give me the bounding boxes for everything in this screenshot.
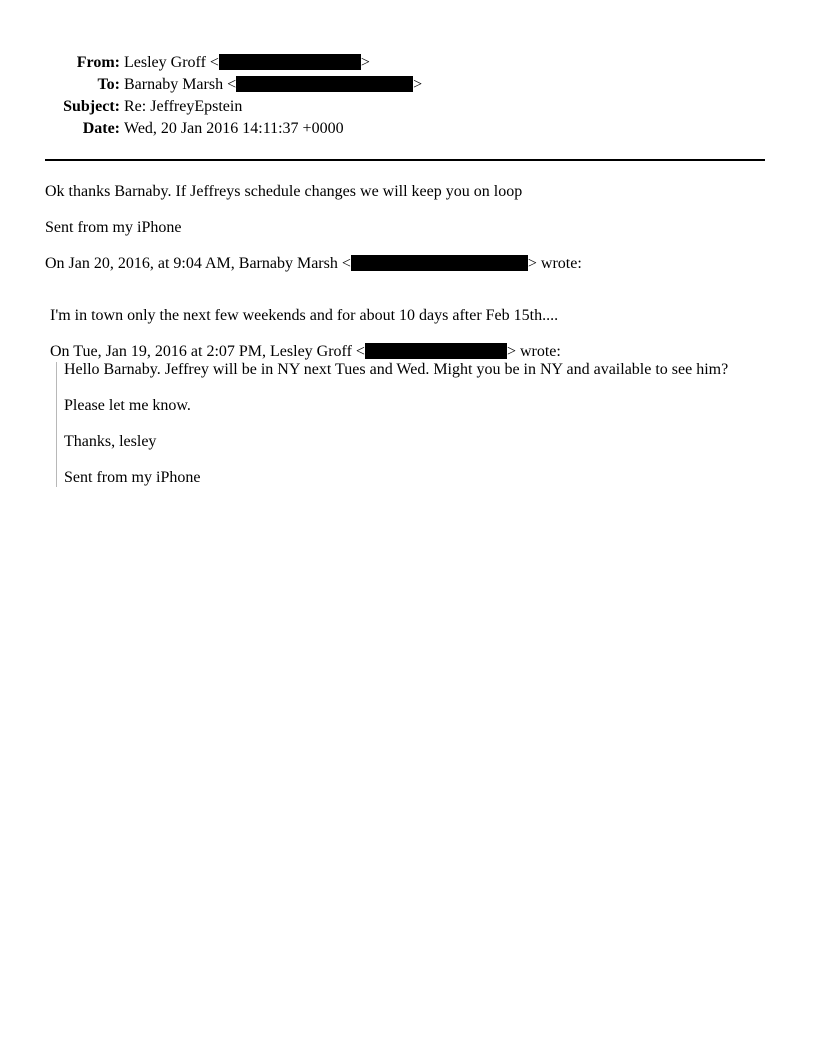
quoted-signature-line: Sent from my iPhone [64,469,201,486]
subject-value: Re: JeffreyEpstein [124,98,243,115]
attribution-suffix: > wrote: [506,343,561,360]
attribution-text: On Jan 20, 2016, at 9:04 AM, Barnaby Marsh < [45,255,351,272]
to-label: To: [97,76,120,93]
attribution-text: On Tue, Jan 19, 2016 at 2:07 PM, Lesley Groff < [50,343,365,360]
header-to-row [0,75,816,97]
to-name: Barnaby Marsh < [124,76,237,93]
quote-attribution [50,342,561,361]
header-from-row [0,53,816,75]
date-value: Wed, 20 Jan 2016 14:11:37 +0000 [124,120,344,137]
message-line: Ok thanks Barnaby. If Jeffreys schedule changes we will keep you on loop [45,183,523,200]
quoted-message-line: I'm in town only the next few weekends and for about 10 days after Feb 15th.... [50,307,559,324]
from-close: > [360,54,370,71]
redacted-email-block [365,343,507,359]
to-value [124,75,422,94]
redacted-email-block [236,76,413,92]
redacted-email-block [219,54,361,70]
header-divider [45,159,765,161]
quote-attribution [45,254,582,273]
subject-label: Subject: [63,98,120,115]
from-value [124,53,370,72]
attribution-suffix: > wrote: [527,255,582,272]
header-subject-row [0,97,816,119]
signature-line: Sent from my iPhone [45,219,182,236]
date-label: Date: [82,120,120,137]
from-name: Lesley Groff < [124,54,219,71]
quoted-message-line: Thanks, lesley [64,433,157,450]
quote-bar [56,362,57,487]
header-date-row [0,119,816,141]
quoted-message-line: Hello Barnaby. Jeffrey will be in NY next Tues and Wed. Might you be in NY and available to see him? [64,361,729,378]
to-close: > [413,76,423,93]
email-header [0,53,816,141]
from-label: From: [76,54,120,71]
redacted-email-block [351,255,528,271]
quoted-message-line: Please let me know. [64,397,191,414]
